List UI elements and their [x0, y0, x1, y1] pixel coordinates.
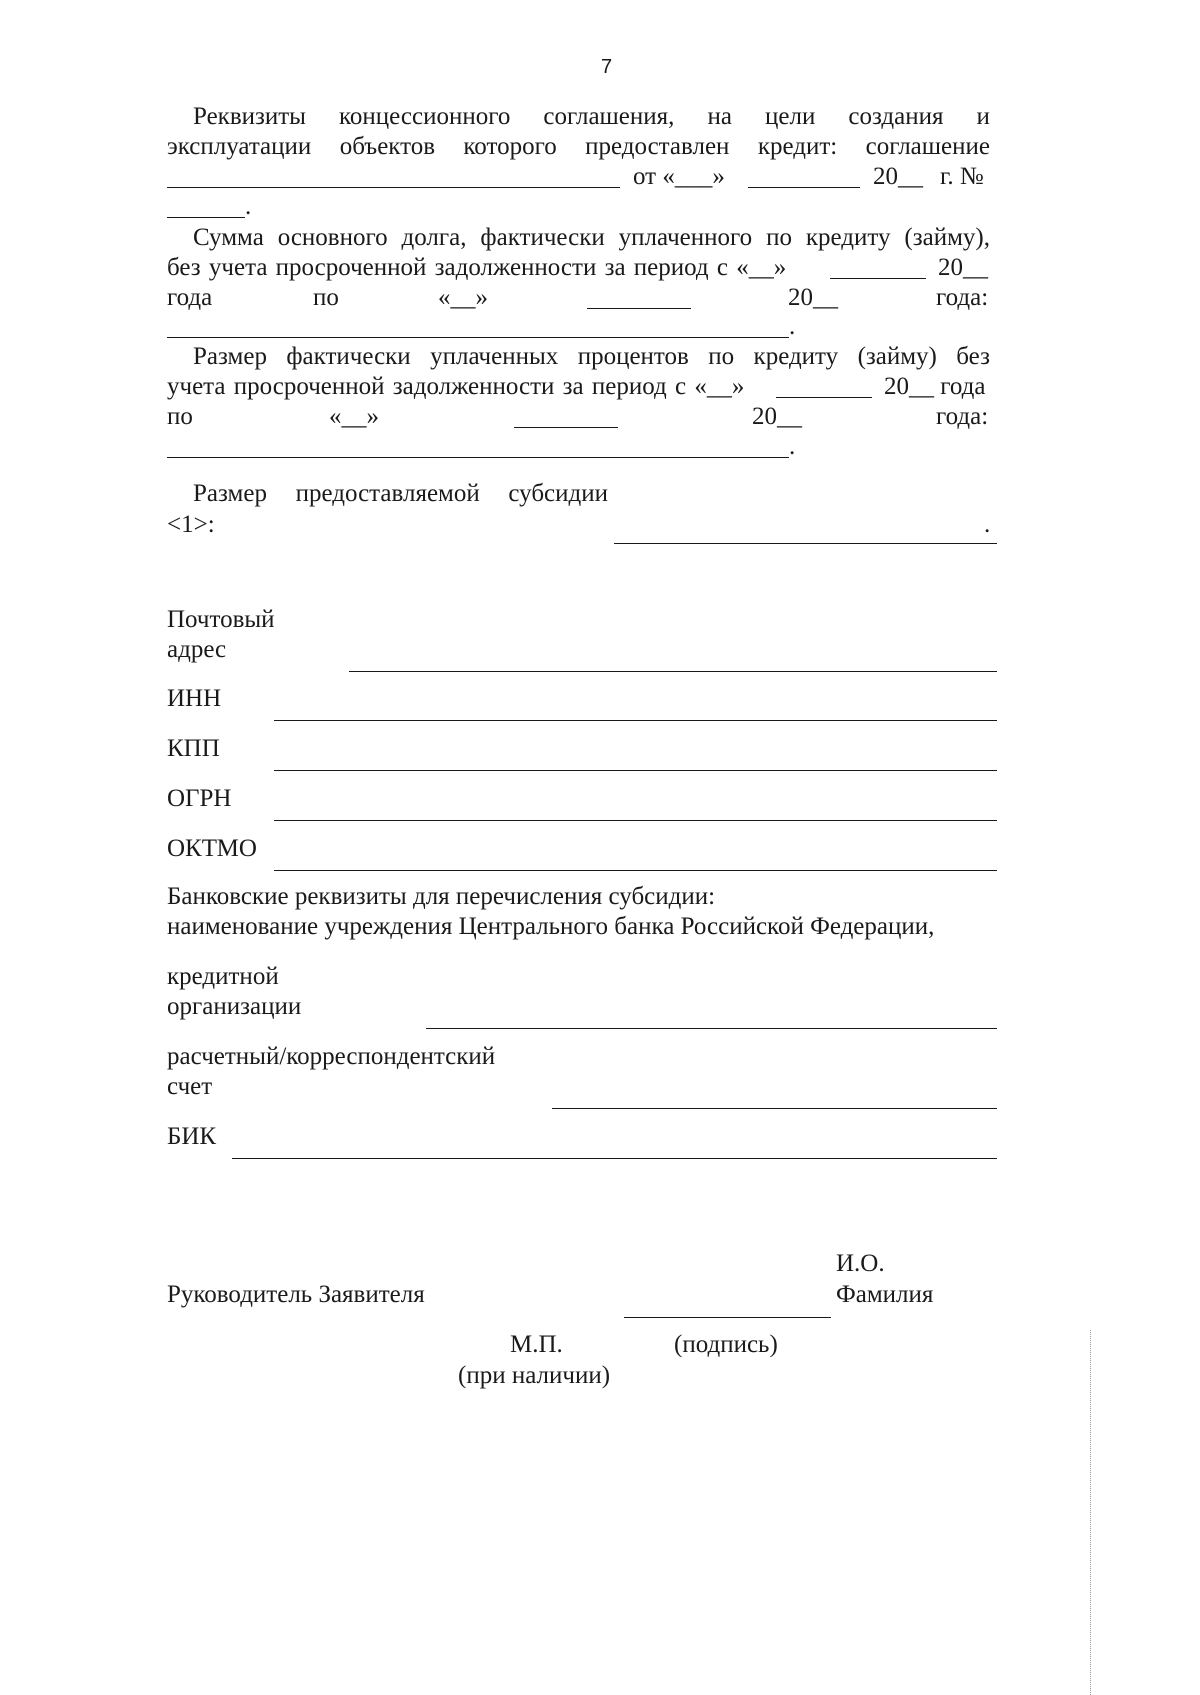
principal-amount-blank[interactable]: [167, 337, 789, 338]
word: без: [956, 343, 990, 370]
account-label: счет: [167, 1073, 213, 1100]
principal-end-blank[interactable]: [587, 308, 691, 309]
interest-to: по: [167, 403, 193, 430]
signature-caption: (подпись): [674, 1331, 778, 1358]
word: цели: [765, 103, 816, 130]
interest-end-label: года:: [936, 403, 989, 430]
bank-details-title: Банковские реквизиты для перечисления субсидии:: [167, 883, 716, 910]
word: создания: [848, 103, 944, 130]
agreement-name-blank[interactable]: [167, 187, 620, 188]
period-mark: .: [789, 433, 796, 460]
signature-field[interactable]: [624, 1317, 831, 1318]
agreement-date-blank[interactable]: [748, 187, 860, 188]
scan-edge-line: [1090, 1330, 1091, 1695]
word: уплаченных: [430, 343, 559, 370]
word: Размер: [193, 480, 267, 507]
interest-end-year: 20__: [752, 403, 802, 430]
principal-end-label: года:: [936, 284, 989, 311]
word: Реквизиты: [193, 103, 306, 130]
period-mark: .: [984, 511, 991, 538]
postal-address-label: адрес: [167, 636, 227, 663]
period-mark: .: [245, 193, 252, 220]
interest-start-blank[interactable]: [776, 397, 872, 398]
word: процентов: [577, 343, 689, 370]
credit-org-label: организации: [167, 993, 302, 1020]
ogrn-label: ОГРН: [167, 785, 232, 812]
word: фактически: [286, 343, 411, 370]
kpp-label: КПП: [167, 735, 220, 762]
word: основного: [277, 224, 388, 251]
word: объектов: [339, 133, 436, 160]
bik-field[interactable]: [232, 1158, 997, 1159]
word: (займу),: [904, 224, 990, 251]
word: по: [766, 224, 792, 251]
principal-end-year: 20__: [788, 284, 838, 311]
oktmo-field[interactable]: [274, 870, 997, 871]
inn-label: ИНН: [167, 685, 222, 712]
seal-label: М.П.: [510, 1331, 563, 1358]
principal-start-blank[interactable]: [830, 278, 926, 279]
word: по: [708, 343, 735, 370]
word: (займу): [857, 343, 937, 370]
word: эксплуатации: [167, 133, 312, 160]
word: уплаченного: [618, 224, 753, 251]
principal-end-quote: «__»: [438, 284, 488, 311]
word: фактически: [480, 224, 605, 251]
kpp-field[interactable]: [274, 770, 997, 771]
principal-start-year: 20__: [938, 254, 988, 281]
word: предоставлен: [585, 133, 730, 160]
seal-if-any-label: (при наличии): [458, 1362, 611, 1389]
inn-field[interactable]: [274, 720, 997, 721]
word: субсидии: [508, 480, 608, 507]
word: кредит:: [757, 133, 838, 160]
interest-line-1: [193, 343, 990, 371]
subsidy-footnote: <1>:: [167, 511, 215, 538]
initials-label: И.О.: [836, 1250, 885, 1277]
word: на: [707, 103, 732, 130]
credit-org-field[interactable]: [426, 1028, 997, 1029]
interest-period-text: учета просроченной задолженности за период с «__»: [167, 373, 745, 400]
word: соглашение: [865, 133, 990, 160]
ogrn-field[interactable]: [274, 820, 997, 821]
account-field[interactable]: [552, 1108, 997, 1109]
word: Сумма: [193, 224, 264, 251]
principal-line-1: [193, 224, 990, 252]
word: долга,: [401, 224, 467, 251]
word: кредиту: [753, 343, 839, 370]
account-label: расчетный/корреспондентский: [167, 1043, 496, 1070]
interest-end-blank[interactable]: [514, 427, 618, 428]
concession-line-2: [167, 133, 990, 161]
postal-address-label: Почтовый: [167, 606, 275, 633]
principal-period-text: без учета просроченной задолженности за период с «__»: [167, 254, 787, 281]
head-of-applicant-label: Руководитель Заявителя: [167, 1281, 425, 1308]
interest-end-quote: «__»: [329, 403, 379, 430]
credit-org-label: кредитной: [167, 963, 279, 990]
agreement-number-blank[interactable]: [167, 217, 245, 218]
word: концессионного: [339, 103, 511, 130]
word: соглашения,: [543, 103, 675, 130]
principal-year-word: года: [167, 284, 213, 311]
bik-label: БИК: [167, 1123, 217, 1150]
agreement-date-from: от «___»: [633, 163, 725, 190]
period-mark: .: [789, 313, 796, 340]
agreement-year: 20__: [873, 163, 923, 190]
interest-start-year: 20__ года: [884, 373, 986, 400]
word: предоставляемой: [295, 480, 480, 507]
agreement-number-label: г. №: [940, 163, 984, 190]
interest-amount-blank[interactable]: [167, 457, 789, 458]
subsidy-amount-blank[interactable]: [614, 543, 997, 544]
subsidy-line-1: [193, 480, 608, 508]
word: Размер: [193, 343, 267, 370]
page-number: 7: [601, 56, 613, 78]
bank-institution-label: наименование учреждения Центрального банка Российской Федерации,: [167, 913, 935, 940]
concession-line-1: [193, 103, 990, 131]
word: и: [976, 103, 990, 130]
oktmo-label: ОКТМО: [167, 835, 257, 862]
postal-address-field[interactable]: [349, 671, 997, 672]
principal-to: по: [313, 284, 339, 311]
surname-label: Фамилия: [836, 1281, 934, 1308]
word: кредиту: [805, 224, 891, 251]
word: которого: [463, 133, 557, 160]
